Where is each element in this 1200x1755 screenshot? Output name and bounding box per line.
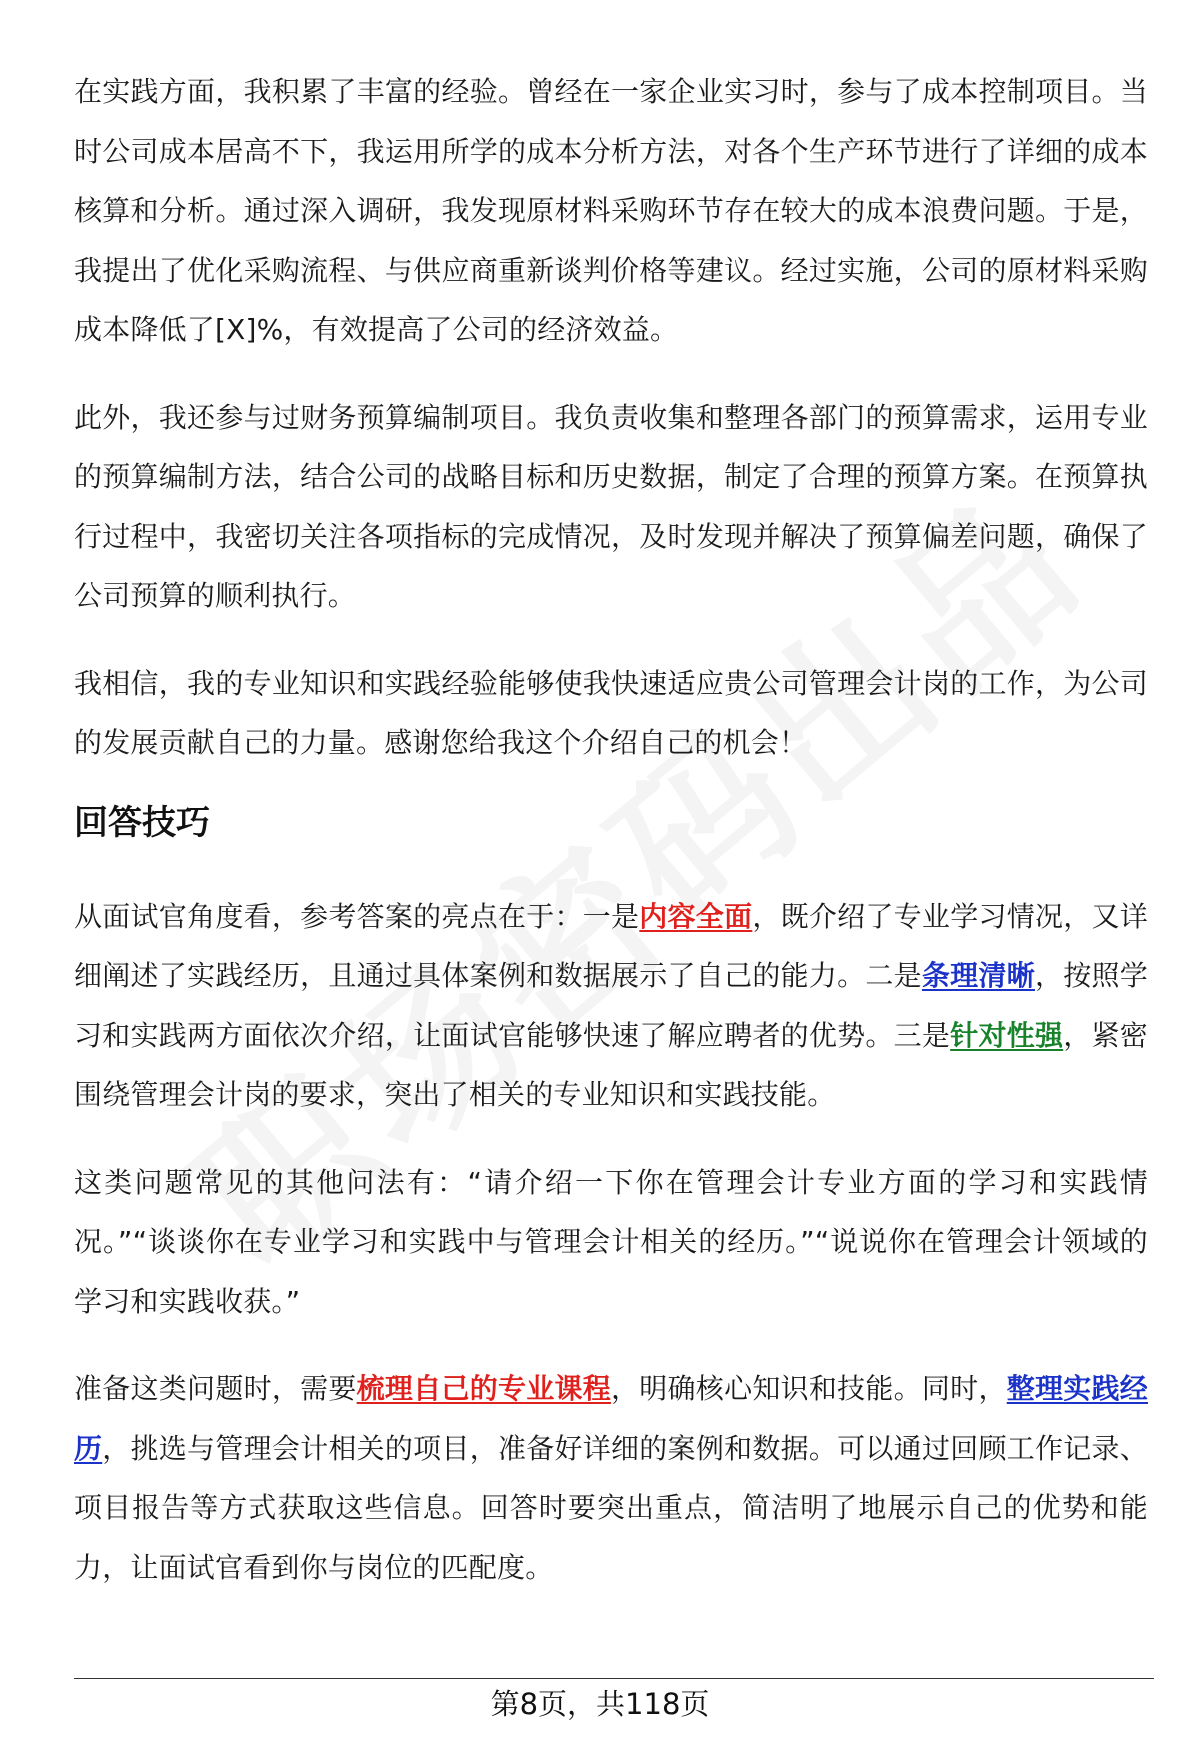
- text-segment: 从面试官角度看，参考答案的亮点在于：一是: [74, 899, 640, 933]
- highlight-clear-structure: 条理清晰: [921, 959, 1035, 992]
- footer-divider: [74, 1678, 1154, 1679]
- paragraph-practice-experience: 在实践方面，我积累了丰富的经验。曾经在一家企业实习时，参与了成本控制项目。当时公司成本居高不下，我运用所学的成本分析方法，对各个生产环节进行了详细的成本核算和分析。通过深入调研，我发现原材料采购环节存在较大的成本浪费问题。于是，我提出了优化采购流程、与供应商重新谈判价格等建议。经过实施，公司的原材料采购成本降低了[X]%，有效提高了公司的经济效益。: [74, 75, 1148, 346]
- highlight-comprehensive: 内容全面: [639, 899, 753, 933]
- paragraph-alternative-questions: 这类问题常见的其他问法有：“请介绍一下你在管理会计专业方面的学习和实践情况。”“谈谈你在专业学习和实践中与管理会计相关的经历。”“说说你在管理会计领域的学习和实践收获。”: [74, 1165, 1148, 1318]
- document-body: [74, 62, 1148, 1625]
- paragraph-interviewer-view: [74, 887, 1148, 1125]
- text-segment: ，按照学习和实践两方面依次介绍，让面试官能够快速了解应聘者的优势。三是: [74, 959, 1148, 1052]
- text-segment: ，挑选与管理会计相关的项目，准备好详细的案例和数据。可以通过回顾工作记录、项目报告等方式获取这些信息。回答时要突出重点，简洁明了地展示自己的优势和能力，让面试官看到你与岗位的匹配度。: [74, 1431, 1148, 1584]
- text-segment: ，既介绍了专业学习情况，又详细阐述了实践经历，且通过具体案例和数据展示了自己的能力。二是: [74, 899, 1148, 992]
- page-number: 第8页，共118页: [490, 1687, 710, 1721]
- highlight-targeted: 针对性强: [950, 1018, 1064, 1052]
- paragraph-budget-project: 此外，我还参与过财务预算编制项目。我负责收集和整理各部门的预算需求，运用专业的预算编制方法，结合公司的战略目标和历史数据，制定了合理的预算方案。在预算执行过程中，我密切关注各项指标的完成情况，及时发现并解决了预算偏差问题，确保了公司预算的顺利执行。: [74, 400, 1148, 612]
- highlight-organize-experience: 整理实践经历: [74, 1372, 1148, 1465]
- text-segment: ，紧密围绕管理会计岗的要求，突出了相关的专业知识和实践技能。: [74, 1018, 1148, 1111]
- section-heading: 回答技巧: [74, 802, 210, 843]
- text-segment: ，明确核心知识和技能。同时，: [611, 1372, 1007, 1405]
- highlight-sort-courses: 梳理自己的专业课程: [356, 1372, 612, 1405]
- text-segment: 准备这类问题时，需要: [74, 1372, 357, 1405]
- paragraph-preparation: [74, 1359, 1148, 1597]
- paragraph-closing: 我相信，我的专业知识和实践经验能够使我快速适应贵公司管理会计岗的工作，为公司的发展贡献自己的力量。感谢您给我这个介绍自己的机会！: [74, 666, 1148, 759]
